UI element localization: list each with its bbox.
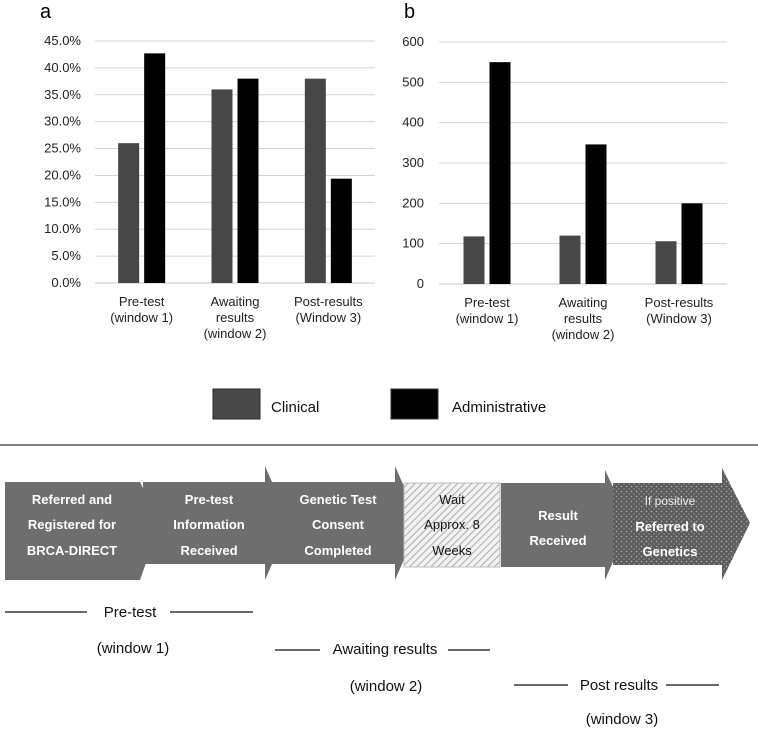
chart-b-ytick-label: 500 — [402, 74, 424, 90]
flow-text-ifpositive: If positive — [644, 494, 696, 508]
legend-label-clinical: Clinical — [271, 399, 320, 416]
chart-b-bar-administrative — [490, 62, 511, 284]
chart-b-category-label: results — [563, 311, 603, 326]
flow-text-wait-2: Approx. 8 — [424, 517, 480, 532]
window1-sub: (window 1) — [96, 640, 170, 657]
chart-b-ytick-label: 100 — [402, 235, 424, 251]
chart-a-category-label: (window 2) — [203, 326, 267, 341]
chart-a-category-label: Post-results — [294, 294, 363, 309]
window1-label: Pre-test — [103, 604, 157, 621]
chart-b-category-label: (window 1) — [455, 311, 519, 326]
flow-text-wait-1: Wait — [439, 492, 465, 507]
chart-a-ytick-label: 40.0% — [44, 59, 81, 75]
chart-a-bar-administrative — [144, 53, 165, 283]
chart-b-bar-clinical — [560, 236, 581, 284]
chart-a-category-label: (Window 3) — [295, 310, 362, 325]
chart-a-category-label: Awaiting — [210, 294, 260, 309]
chart-a-ytick-label: 45.0% — [44, 33, 81, 48]
chart-a-ytick-label: 15.0% — [44, 194, 81, 210]
chart-b-bar-clinical — [656, 241, 677, 284]
chart-a-ytick-label: 10.0% — [44, 221, 81, 237]
chart-a-ytick-label: 5.0% — [51, 248, 81, 264]
chart-a — [44, 33, 375, 341]
chart-b — [402, 34, 727, 342]
flow-text-consent-3: Completed — [304, 543, 372, 558]
flow-step-result — [501, 470, 630, 580]
chart-b-category-label: (window 2) — [551, 327, 615, 342]
window2-sub: (window 2) — [349, 678, 423, 695]
chart-b-category-label: (Window 3) — [646, 311, 712, 326]
chart-a-category-label: results — [215, 310, 255, 325]
chart-a-ytick-label: 35.0% — [44, 86, 81, 102]
chart-a-category-label: Pre-test — [118, 294, 165, 309]
flow-text-referred-2: Registered for — [27, 517, 117, 532]
flow-text-referred-3: BRCA-DIRECT — [26, 543, 118, 558]
chart-b-bar-administrative — [586, 144, 607, 284]
pathway-flow — [5, 466, 750, 580]
chart-b-bar-clinical — [464, 236, 485, 284]
window3-sub: (window 3) — [585, 711, 659, 728]
flow-text-consent-1: Genetic Test — [299, 492, 377, 507]
flow-text-result-1: Result — [538, 508, 578, 523]
chart-a-bar-administrative — [331, 179, 352, 283]
flow-text-pretest-3: Received — [180, 543, 238, 558]
chart-a-bar-administrative — [238, 79, 259, 283]
window2-label: Awaiting results — [332, 641, 438, 658]
legend-label-administrative: Administrative — [452, 399, 547, 416]
legend — [213, 389, 546, 419]
chart-b-ytick-label: 300 — [402, 155, 424, 170]
chart-b-category-label: Awaiting — [558, 295, 608, 310]
chart-a-bar-clinical — [118, 143, 139, 283]
chart-a-ytick-label: 25.0% — [44, 140, 81, 156]
chart-b-ytick-label: 200 — [402, 195, 424, 211]
chart-b-category-label: Post-results — [644, 295, 714, 310]
flow-text-consent-2: Consent — [312, 517, 364, 532]
flow-text-pretest-2: Information — [173, 517, 245, 532]
chart-a-bar-clinical — [305, 79, 326, 283]
chart-a-ytick-label: 20.0% — [44, 167, 81, 183]
flow-text-genetics-1: Referred to — [635, 519, 705, 534]
flow-text-pretest-1: Pre-test — [184, 492, 234, 507]
flow-text-wait-3: Weeks — [432, 543, 472, 558]
chart-a-ytick-label: 0.0% — [51, 275, 81, 290]
chart-b-ytick-label: 600 — [402, 34, 424, 49]
panel-a-letter: a — [40, 1, 52, 23]
flow-text-referred-1: Referred and — [31, 492, 113, 507]
chart-b-ytick-label: 0 — [416, 276, 424, 291]
chart-b-ytick-label: 400 — [402, 114, 424, 130]
flow-text-result-2: Received — [529, 533, 587, 548]
window-labels — [5, 604, 719, 728]
flow-text-genetics-2: Genetics — [642, 544, 698, 559]
chart-a-ytick-label: 30.0% — [44, 113, 81, 129]
legend-swatch-clinical — [213, 389, 260, 419]
legend-swatch-administrative — [391, 389, 438, 419]
panel-b-letter: b — [404, 1, 416, 23]
chart-b-category-label: Pre-test — [464, 295, 510, 310]
chart-b-bar-administrative — [682, 203, 703, 284]
chart-a-category-label: (window 1) — [110, 310, 174, 325]
chart-a-bar-clinical — [212, 89, 233, 283]
window3-label: Post results — [579, 677, 659, 694]
